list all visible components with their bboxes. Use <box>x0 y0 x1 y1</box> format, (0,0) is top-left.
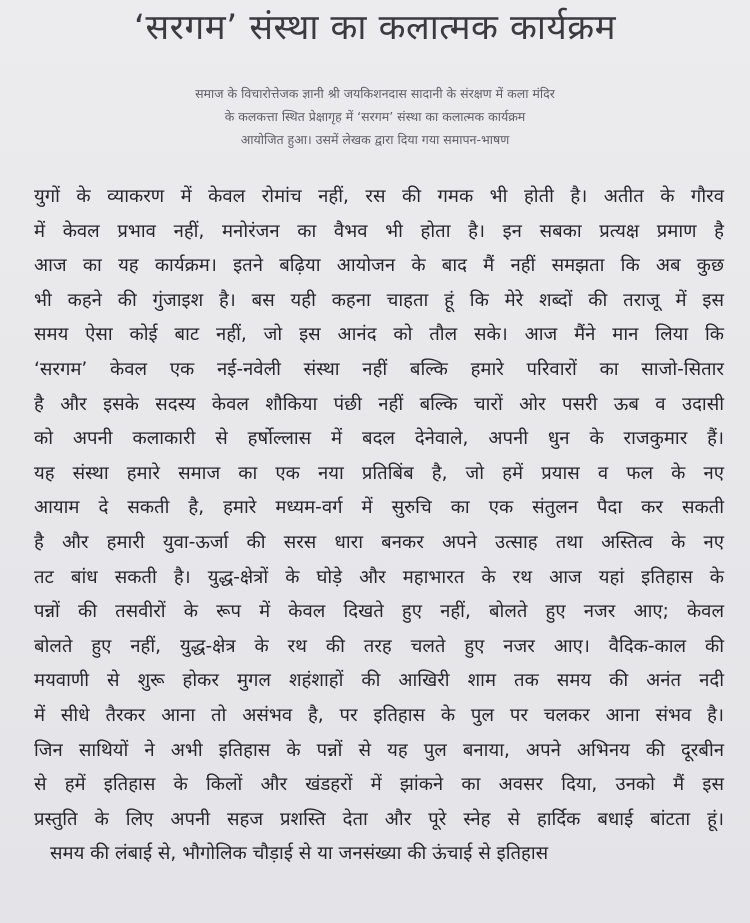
body-line: भी कहने की गुंजाइश है। बस यही कहना चाहता हूं कि मेरे शब्दों की तराजू में इस <box>34 289 724 311</box>
body-line: आज का यह कार्यक्रम। इतने बढ़िया आयोजन के बाद मैं नहीं समझता कि अब कुछ <box>34 255 724 277</box>
body-line: आयाम दे सकती है, हमारे मध्यम-वर्ग में सुरुचि का एक संतुलन पैदा कर सकती <box>34 497 724 519</box>
body-line: है और इसके सदस्य केवल शौकिया पंछी नहीं बल्कि चारों ओर पसरी ऊब व उदासी <box>34 393 724 415</box>
body-line: तट बांध सकती है। युद्ध-क्षेत्रों के घोड़े और महाभारत के रथ आज यहां इतिहास के <box>34 566 724 588</box>
body-line: जिन साथियों ने अभी इतिहास के पन्नों से यह पुल बनाया, अपने अभिनय की दूरबीन <box>34 739 724 761</box>
body-line: यह संस्था हमारे समाज का एक नया प्रतिबिंब है, जो हमें प्रयास व फल के नए <box>34 462 724 484</box>
body-line: को अपनी कलाकारी से हर्षोल्लास में बदल देनेवाले, अपनी धुन के राजकुमार हैं। <box>34 428 724 450</box>
body-line: ‘सरगम’ केवल एक नई-नवेली संस्था नहीं बल्कि हमारे परिवारों का साजो-सितार <box>34 358 724 380</box>
article-subtitle <box>60 82 690 151</box>
body-line: में केवल प्रभाव नहीं, मनोरंजन का वैभव भी होता है। इन सबका प्रत्यक्ष प्रमाण है <box>34 220 724 242</box>
body-line: प्रस्तुति के लिए अपनी सहज प्रशस्ति देता और पूरे स्नेह से हार्दिक बधाई बांटता हूं। <box>34 808 724 830</box>
body-line: से हमें इतिहास के किलों और खंडहरों में झांकने का अवसर दिया, उनको मैं इस <box>34 774 724 796</box>
subtitle-line: समाज के विचारोत्तेजक ज्ञानी श्री जयकिशनदास सादानी के संरक्षण में कला मंदिर <box>195 86 555 101</box>
subtitle-line: के कलकत्ता स्थित प्रेक्षागृह में ‘सरगम’ संस्था का कलात्मक कार्यक्रम <box>224 109 526 124</box>
body-line: मयवाणी से शुरू होकर मुगल शहंशाहों की आखिरी शाम तक समय की अनंत नदी <box>34 670 724 692</box>
body-line: है और हमारी युवा-ऊर्जा की सरस धारा बनकर अपने उत्साह तथा अस्तित्व के नए <box>34 531 724 553</box>
body-line: बोलते हुए नहीं, युद्ध-क्षेत्र के रथ की तरह चलते हुए नजर आए। वैदिक-काल की <box>34 635 724 657</box>
body-line: समय की लंबाई से, भौगोलिक चौड़ाई से या जनसंख्या की ऊंचाई से इतिहास <box>50 843 549 865</box>
body-line: युगों के व्याकरण में केवल रोमांच नहीं, रस की गमक भी होती है। अतीत के गौरव <box>34 186 724 207</box>
subtitle-line: आयोजित हुआ। उसमें लेखक द्वारा दिया गया समापन-भाषण <box>240 132 510 147</box>
body-line: पन्नों की तसवीरों के रूप में केवल दिखते हुए नहीं, बोलते हुए नजर आए; केवल <box>34 601 724 623</box>
body-line: समय ऐसा कोई बाट नहीं, जो इस आनंद को तौल सके। आज मैंने मान लिया कि <box>34 324 724 346</box>
body-line: में सीधे तैरकर आना तो असंभव है, पर इतिहास के पुल पर चलकर आना संभव है। <box>34 704 724 726</box>
page-title: ‘सरगम’ संस्था का कलात्मक कार्यक्रम <box>133 8 617 48</box>
article-body <box>34 180 724 872</box>
